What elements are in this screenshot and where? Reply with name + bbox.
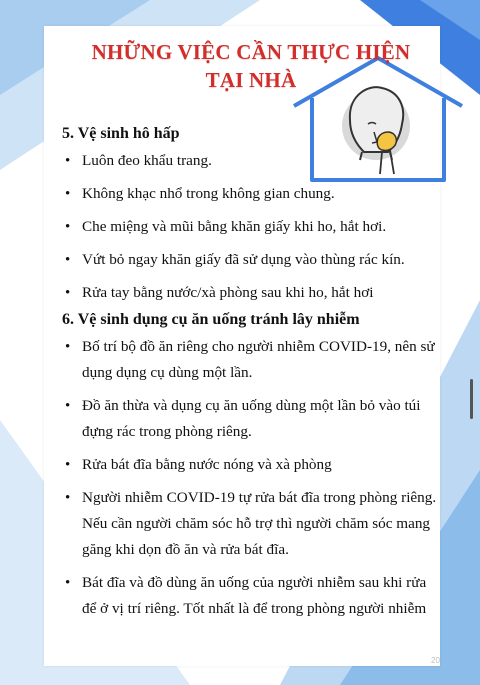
list-item: • Rửa tay bằng nước/xà phòng sau khi ho, hắt hơi bbox=[60, 280, 440, 306]
section-utensil-hygiene bbox=[60, 306, 440, 622]
list-item: • Không khạc nhổ trong không gian chung. bbox=[60, 181, 440, 207]
section-respiratory-hygiene bbox=[60, 120, 440, 306]
bullet-list bbox=[60, 148, 440, 306]
page-title bbox=[66, 38, 436, 94]
title-line-2: TẠI NHÀ bbox=[205, 68, 297, 92]
list-item: • Che miệng và mũi bằng khăn giấy khi ho, hắt hơi. bbox=[60, 214, 440, 240]
list-item: • Bát đĩa và đồ dùng ăn uống của người nhiễm sau khi rửa để ở vị trí riêng. Tốt nhất là để trong phòng người nhiễm bbox=[60, 570, 440, 622]
bullet-icon: • bbox=[65, 285, 71, 301]
bullet-icon: • bbox=[65, 153, 71, 169]
scrollbar-thumb[interactable] bbox=[470, 379, 473, 419]
page-number: 20 bbox=[431, 656, 440, 665]
list-item: • Rửa bát đĩa bằng nước nóng và xà phòng bbox=[60, 452, 440, 478]
bullet-list bbox=[60, 334, 440, 622]
bullet-icon: • bbox=[65, 219, 71, 235]
content-body bbox=[60, 120, 440, 622]
section-heading: 5. Vệ sinh hô hấp bbox=[62, 125, 180, 142]
list-item: • Bố trí bộ đồ ăn riêng cho người nhiễm COVID-19, nên sử dụng dụng cụ dùng một lần. bbox=[60, 334, 440, 386]
title-line-1: NHỮNG VIỆC CẦN THỰC HIỆN bbox=[91, 40, 411, 64]
list-item: • Người nhiễm COVID-19 tự rửa bát đĩa trong phòng riêng. Nếu cần người chăm sóc hỗ trợ thì người chăm sóc mang găng khi dọn đồ ăn và rửa bát đĩa. bbox=[60, 485, 440, 563]
bullet-icon: • bbox=[65, 575, 71, 591]
section-heading: 6. Vệ sinh dụng cụ ăn uống tránh lây nhiễm bbox=[62, 311, 360, 328]
bullet-icon: • bbox=[65, 252, 71, 268]
list-item: • Luôn đeo khẩu trang. bbox=[60, 148, 440, 174]
bullet-icon: • bbox=[65, 398, 71, 414]
bullet-icon: • bbox=[65, 186, 71, 202]
list-item: • Đồ ăn thừa và dụng cụ ăn uống dùng một lần bỏ vào túi đựng rác trong phòng riêng. bbox=[60, 393, 440, 445]
bullet-icon: • bbox=[65, 457, 71, 473]
bullet-icon: • bbox=[65, 339, 71, 355]
list-item: • Vứt bỏ ngay khăn giấy đã sử dụng vào thùng rác kín. bbox=[60, 247, 440, 273]
bullet-icon: • bbox=[65, 490, 71, 506]
